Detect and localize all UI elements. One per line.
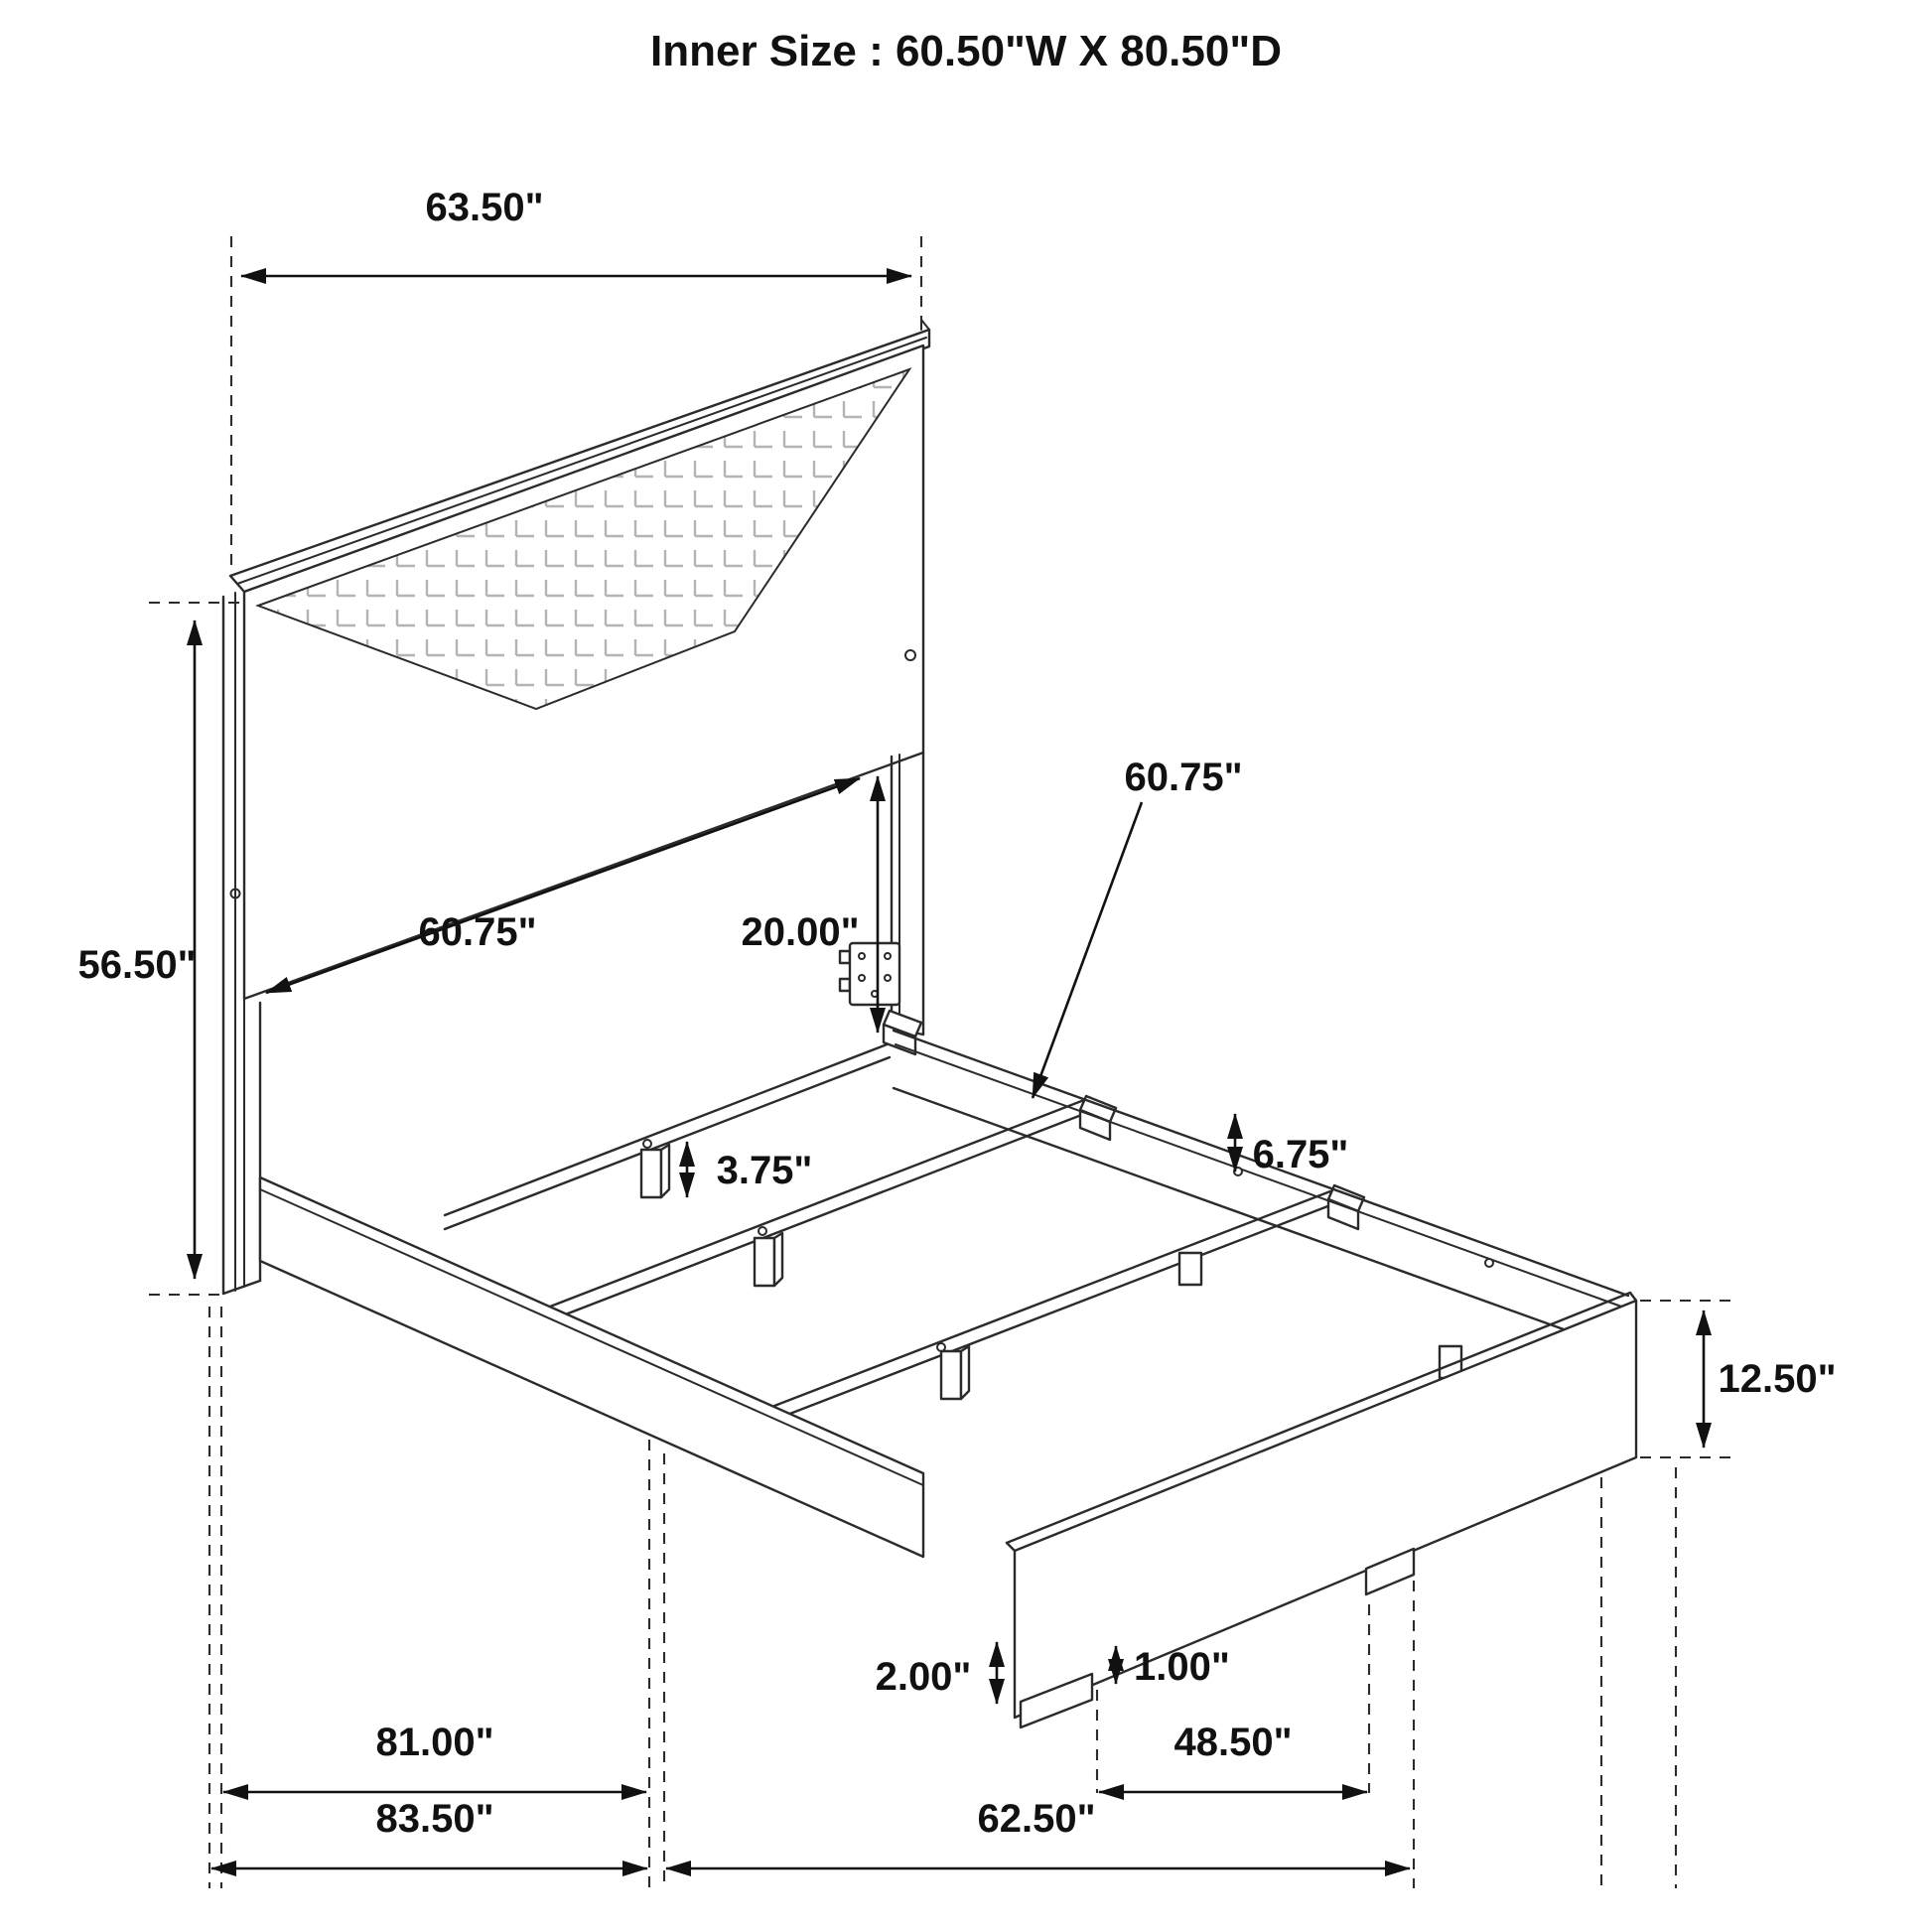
far-rail-slat-tab-1 xyxy=(1179,1253,1201,1285)
page-title: Inner Size : 60.50"W X 80.50"D xyxy=(650,27,1282,75)
support-slat-3 xyxy=(774,1185,1364,1420)
far-rail-hole-2 xyxy=(1485,1259,1493,1267)
dim-side-rail-height xyxy=(1235,1114,1348,1176)
dim-overall-length xyxy=(211,1797,647,1868)
dim-headboard-height xyxy=(77,603,241,1295)
dim-headboard-height-label: 56.50" xyxy=(77,943,197,987)
footboard xyxy=(1007,1293,1636,1727)
dim-footboard-width xyxy=(666,1797,1410,1868)
dim-foot-height xyxy=(1116,1645,1230,1689)
near-side-rail xyxy=(260,1177,923,1557)
dim-headboard-panel-width-label: 60.75" xyxy=(418,910,537,954)
support-slat-1 xyxy=(445,1011,921,1229)
slat-2-leg xyxy=(755,1233,782,1286)
dim-overall-length-label: 83.50" xyxy=(375,1797,494,1841)
footboard-panel xyxy=(1015,1301,1636,1718)
dim-foot-spacing-label: 48.50" xyxy=(1173,1721,1293,1764)
dim-headboard-width-label: 63.50" xyxy=(425,186,544,229)
dim-footboard-height-label: 12.50" xyxy=(1718,1357,1837,1401)
dim-panel-to-slat-label: 20.00" xyxy=(741,910,860,954)
dim-side-rail-height-label: 6.75" xyxy=(1252,1133,1349,1176)
dim-slat-leg-height-label: 3.75" xyxy=(716,1149,813,1192)
support-slat-2 xyxy=(550,1096,1116,1320)
dim-rail-bottom-gap-label: 2.00" xyxy=(875,1655,972,1699)
slat-2-hole xyxy=(759,1227,766,1235)
dim-foot-height-label: 1.00" xyxy=(1134,1645,1230,1689)
slat-1-hole xyxy=(643,1140,651,1148)
slat-1-leg xyxy=(641,1145,669,1197)
headboard-screw-hole-right xyxy=(905,650,915,660)
headboard xyxy=(223,320,929,1294)
dim-inner-length xyxy=(223,1721,646,1792)
dim-rail-bottom-gap xyxy=(876,1642,997,1704)
far-side-rail xyxy=(894,1031,1628,1378)
dim-foot-spacing xyxy=(1099,1721,1367,1792)
dim-center-slat-length-label: 60.75" xyxy=(1124,756,1243,799)
dim-footboard-width-label: 62.50" xyxy=(977,1797,1096,1841)
dim-slat-leg-height xyxy=(687,1142,812,1197)
dim-center-slat-length xyxy=(1033,756,1243,1098)
dim-inner-length-label: 81.00" xyxy=(375,1721,494,1764)
slat-3-leg xyxy=(941,1346,969,1399)
